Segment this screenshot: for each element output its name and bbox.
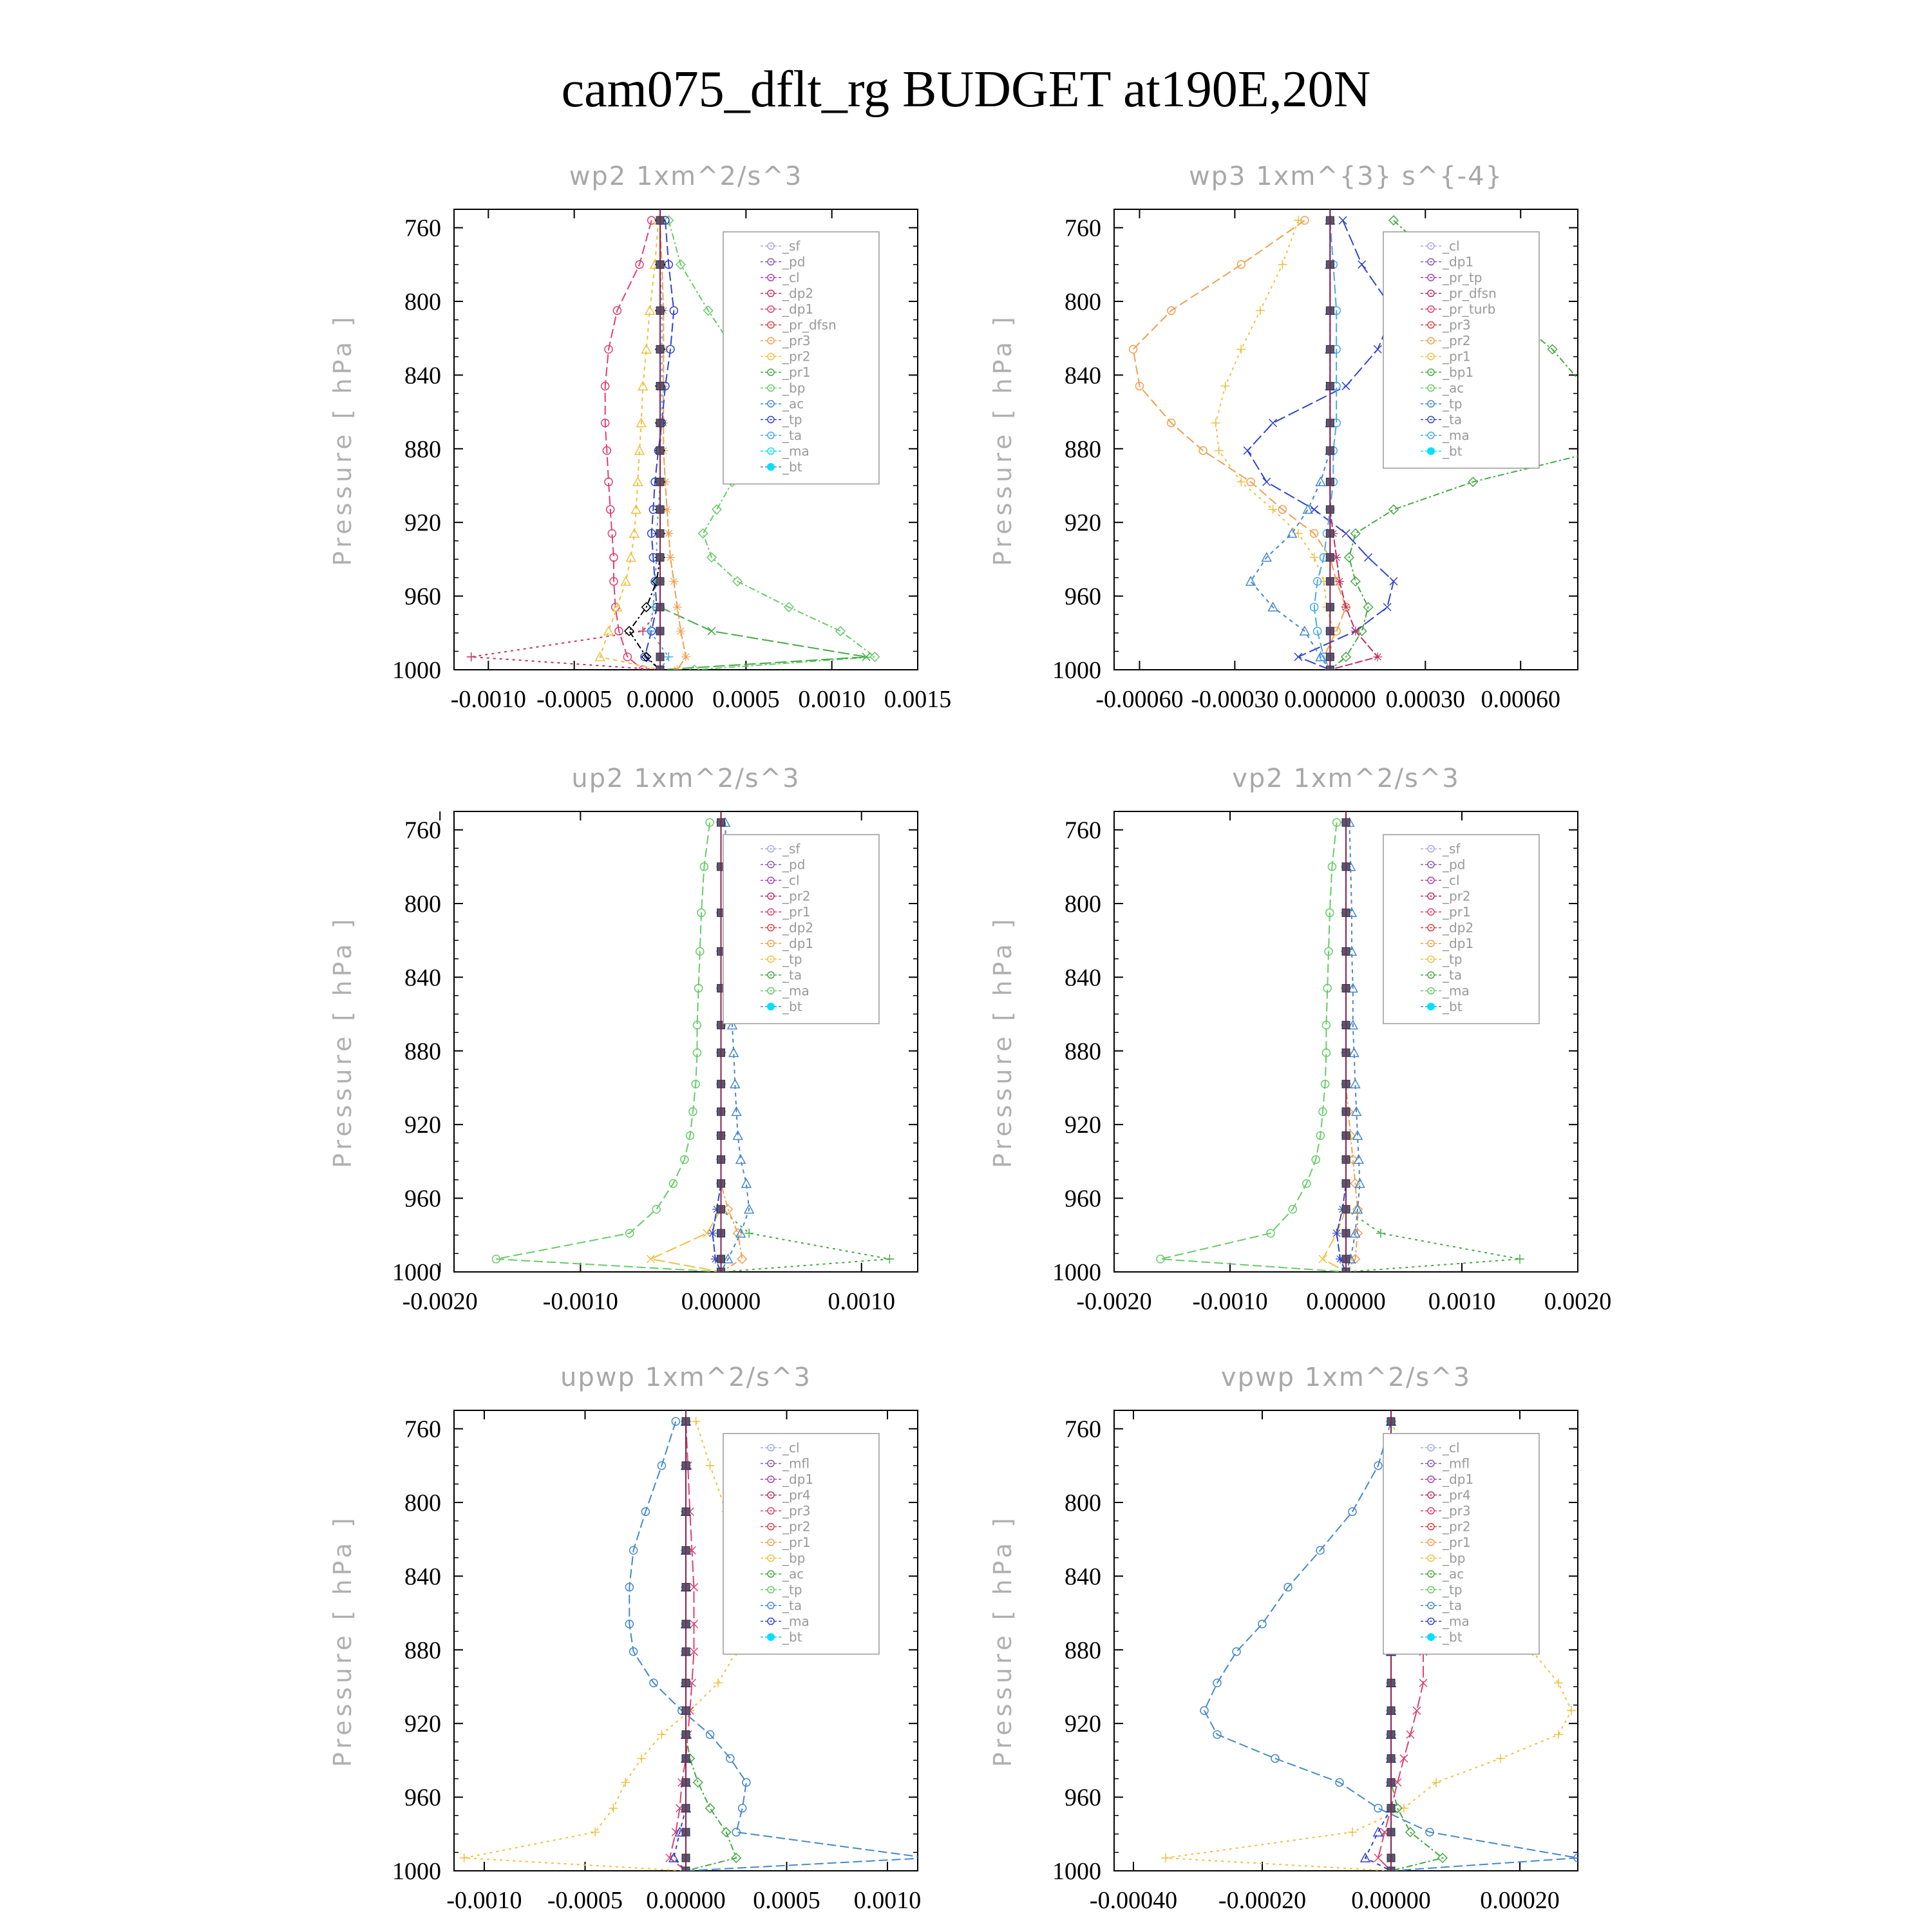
y-tick-label: 920 xyxy=(404,1112,441,1139)
x-tick-label: 0.000000 xyxy=(1284,686,1376,713)
panel-title: wp3 1xm^{3} s^{-4} xyxy=(1188,162,1504,191)
data-point xyxy=(676,627,685,636)
legend xyxy=(1383,1434,1539,1654)
data-point xyxy=(708,1229,717,1238)
legend-label: _ac xyxy=(1443,380,1464,396)
legend-label: _pd xyxy=(782,254,806,270)
legend-label: _ta xyxy=(782,967,802,983)
legend-label: _dp1 xyxy=(782,301,814,317)
legend-label: _bt xyxy=(782,1629,802,1645)
data-point xyxy=(672,1417,679,1425)
y-tick-label: 960 xyxy=(1065,1185,1101,1213)
data-point xyxy=(1246,577,1255,585)
legend-marker xyxy=(1427,1633,1435,1641)
y-tick-label: 1000 xyxy=(392,657,441,684)
legend-label: _pr3 xyxy=(782,333,811,348)
panel-title: upwp 1xm^2/s^3 xyxy=(560,1363,811,1392)
data-point xyxy=(1580,382,1589,391)
data-point xyxy=(1335,577,1344,586)
data-point xyxy=(1376,1229,1385,1238)
data-point xyxy=(1244,447,1251,455)
series-line-pr3 xyxy=(660,220,686,670)
data-point xyxy=(669,577,678,586)
legend-label: _pr_dfsn xyxy=(1443,285,1497,301)
legend xyxy=(723,232,879,484)
y-tick-label: 920 xyxy=(1065,1710,1101,1738)
legend-label: _pr4 xyxy=(1443,1487,1471,1503)
legend-label: _ta xyxy=(782,428,802,443)
data-point xyxy=(1406,1730,1414,1738)
data-point xyxy=(604,627,613,635)
series-line-ta xyxy=(1247,220,1394,670)
data-point xyxy=(1256,306,1265,315)
x-tick-label: 0.00030 xyxy=(1385,686,1466,713)
legend-label: _tp xyxy=(1443,951,1463,967)
data-point xyxy=(692,1417,701,1426)
legend-label: _cl xyxy=(1443,238,1460,254)
legend-label: _bt xyxy=(1443,1629,1463,1645)
data-point xyxy=(699,529,708,538)
legend-label: _ma xyxy=(1443,428,1470,443)
x-tick-label: -0.0020 xyxy=(1076,1288,1152,1315)
x-tick-label: 0.0005 xyxy=(753,1887,820,1914)
series-group xyxy=(1130,209,1621,674)
data-point xyxy=(664,652,673,661)
y-tick-label: 760 xyxy=(1065,214,1101,242)
legend-label: _dp2 xyxy=(782,285,814,301)
data-point xyxy=(1554,1678,1563,1687)
x-tick-label: -0.00040 xyxy=(1089,1887,1178,1914)
data-point xyxy=(1339,216,1347,224)
y-axis-label: Pressure [ hPa ] xyxy=(328,915,357,1168)
legend-label: _bt xyxy=(782,999,802,1014)
legend-label: _bt xyxy=(782,459,802,475)
legend-label: _dp1 xyxy=(782,936,814,951)
legend-label: _dp1 xyxy=(1443,936,1474,951)
data-point xyxy=(460,1853,469,1862)
x-tick-label: -0.0010 xyxy=(542,1288,618,1315)
panel-title: vpwp 1xm^2/s^3 xyxy=(1220,1363,1472,1392)
data-point xyxy=(1211,419,1220,428)
y-tick-label: 1000 xyxy=(392,1259,441,1286)
series-line-dp1 xyxy=(605,220,652,670)
y-tick-label: 800 xyxy=(1065,891,1101,918)
y-tick-label: 880 xyxy=(1065,1636,1101,1664)
series-line-pd xyxy=(629,220,660,670)
y-tick-label: 880 xyxy=(404,1037,441,1065)
legend-label: _pr1 xyxy=(782,1535,811,1550)
legend-label: _mfl xyxy=(782,1455,810,1472)
legend-label: _pr2 xyxy=(782,888,811,904)
x-tick-label: 0.0010 xyxy=(1428,1288,1496,1315)
y-axis-label: Pressure [ hPa ] xyxy=(989,915,1017,1168)
legend xyxy=(1383,835,1539,1024)
y-tick-label: 840 xyxy=(1065,362,1101,390)
y-tick-label: 800 xyxy=(404,891,441,918)
y-tick-label: 960 xyxy=(404,1784,441,1812)
data-point xyxy=(1278,260,1287,269)
data-point xyxy=(1554,1730,1563,1739)
panel-4 xyxy=(989,764,1611,1315)
legend xyxy=(1383,232,1539,468)
data-point xyxy=(836,627,845,636)
x-tick-label: -0.00060 xyxy=(1095,686,1184,713)
x-tick-label: -0.00020 xyxy=(1218,1887,1307,1914)
y-tick-label: 920 xyxy=(404,509,441,537)
data-point xyxy=(1342,529,1350,537)
y-tick-label: 760 xyxy=(1065,817,1101,844)
series-line-ta xyxy=(674,1421,686,1871)
data-point xyxy=(1432,1778,1441,1787)
panel-title: up2 1xm^2/s^3 xyxy=(571,764,800,793)
data-point xyxy=(657,1730,666,1739)
data-point xyxy=(1365,554,1372,562)
legend-label: _ma xyxy=(782,1613,810,1629)
data-point xyxy=(712,505,721,514)
y-axis-label: Pressure [ hPa ] xyxy=(328,313,357,566)
y-tick-label: 760 xyxy=(404,817,441,844)
y-tick-label: 800 xyxy=(1065,289,1101,316)
legend-label: _ta xyxy=(1443,967,1463,983)
series-line-dp1 xyxy=(1160,822,1346,1272)
legend-label: _cl xyxy=(1443,873,1460,888)
data-point xyxy=(1374,345,1381,353)
y-axis-label: Pressure [ hPa ] xyxy=(328,1514,357,1767)
legend-label: _ta xyxy=(1443,1598,1463,1613)
legend-label: _pd xyxy=(1443,857,1466,873)
panel-6 xyxy=(989,1363,1582,1914)
series-line-ta xyxy=(645,220,674,670)
series-line-ta xyxy=(713,822,721,1272)
panel-title: vp2 1xm^2/s^3 xyxy=(1232,764,1460,793)
data-point xyxy=(1351,577,1360,586)
series-line-dp1 xyxy=(497,822,721,1272)
y-axis-label: Pressure [ hPa ] xyxy=(989,1514,1017,1767)
data-point xyxy=(1374,1854,1382,1862)
panel-1 xyxy=(328,162,951,713)
data-point xyxy=(726,1755,734,1763)
legend-label: _cl xyxy=(782,270,800,285)
legend-label: _pr_turb xyxy=(1443,301,1496,317)
y-tick-label: 960 xyxy=(404,583,441,611)
series-line-pr1 xyxy=(1133,220,1346,670)
data-point xyxy=(1294,529,1303,538)
data-point xyxy=(1496,1754,1505,1763)
x-tick-label: 0.0015 xyxy=(884,686,952,713)
y-tick-label: 800 xyxy=(404,1490,441,1517)
data-point xyxy=(637,1754,646,1763)
legend-label: _pr2 xyxy=(1443,1519,1471,1535)
y-tick-label: 960 xyxy=(1065,1784,1101,1812)
y-tick-label: 880 xyxy=(1065,435,1101,463)
legend-label: _ta xyxy=(782,1598,802,1613)
x-tick-label: 0.0010 xyxy=(853,1887,922,1914)
legend xyxy=(723,835,879,1024)
legend-label: _pr1 xyxy=(1443,1535,1471,1550)
legend-label: _ma xyxy=(782,983,810,999)
data-point xyxy=(1596,446,1605,455)
y-tick-label: 1000 xyxy=(1052,657,1101,684)
legend-label: _tp xyxy=(1443,396,1463,412)
data-point xyxy=(1351,529,1360,538)
panel-3 xyxy=(328,764,918,1315)
legend-label: _pr1 xyxy=(782,365,811,380)
series-line-ma xyxy=(1314,220,1337,670)
legend-label: _pr3 xyxy=(1443,1503,1471,1519)
x-tick-label: -0.0020 xyxy=(402,1288,478,1315)
legend-label: _dp2 xyxy=(782,920,814,936)
y-tick-label: 1000 xyxy=(392,1858,441,1885)
legend-label: _ac xyxy=(782,396,804,412)
x-tick-label: 0.00000 xyxy=(681,1288,761,1315)
data-point xyxy=(1269,419,1277,427)
data-point xyxy=(666,553,675,562)
series-line-pr1 xyxy=(1346,822,1358,1272)
y-axis-label: Pressure [ hPa ] xyxy=(989,313,1017,566)
data-point xyxy=(924,1854,932,1862)
data-point xyxy=(1294,653,1302,661)
data-point xyxy=(1130,345,1137,353)
legend-label: _mfl xyxy=(1443,1455,1470,1472)
x-tick-label: -0.0010 xyxy=(446,1887,522,1914)
legend-label: _pr2 xyxy=(1443,333,1471,348)
legend-label: _ma xyxy=(1443,1613,1470,1629)
data-point xyxy=(664,529,673,538)
data-point xyxy=(673,603,682,612)
data-point xyxy=(1332,1229,1341,1238)
y-tick-label: 840 xyxy=(404,362,441,390)
legend-label: _pr3 xyxy=(1443,317,1471,333)
data-point xyxy=(673,665,682,674)
y-tick-label: 880 xyxy=(404,435,441,463)
legend-marker xyxy=(767,463,775,471)
legend-label: _dp1 xyxy=(1443,254,1474,270)
y-tick-label: 760 xyxy=(404,214,441,242)
legend-label: _pr2 xyxy=(782,348,811,365)
legend-label: _tp xyxy=(782,1582,802,1598)
data-point xyxy=(621,1778,630,1787)
x-tick-label: 0.0005 xyxy=(712,686,780,713)
legend-label: _bp xyxy=(782,380,806,396)
x-tick-label: -0.00030 xyxy=(1191,686,1279,713)
y-tick-label: 960 xyxy=(404,1185,441,1213)
legend-label: _bp xyxy=(1443,1550,1466,1566)
series-line-tp xyxy=(1251,220,1330,670)
y-tick-label: 920 xyxy=(404,1710,441,1738)
data-point xyxy=(1258,1620,1266,1628)
legend-marker xyxy=(767,1633,775,1641)
data-point xyxy=(1413,1707,1421,1714)
y-tick-label: 840 xyxy=(1065,964,1101,992)
data-point xyxy=(694,1778,703,1787)
figure-title: cam075_dflt_rg BUDGET at190E,20N xyxy=(561,61,1371,118)
legend-label: _pr_dfsn xyxy=(782,317,837,333)
data-point xyxy=(1567,1706,1576,1715)
x-tick-label: -0.0005 xyxy=(536,686,612,713)
series-line-pr2 xyxy=(651,822,721,1272)
y-tick-label: 1000 xyxy=(1052,1858,1101,1885)
panel-2 xyxy=(989,162,1620,713)
series-line-pr2 xyxy=(600,220,660,670)
y-tick-label: 880 xyxy=(1065,1037,1101,1065)
data-point xyxy=(1233,1648,1240,1656)
data-point xyxy=(1221,382,1230,391)
x-tick-label: 0.0000 xyxy=(626,686,694,713)
legend-label: _pr1 xyxy=(1443,348,1471,365)
x-tick-label: 0.00000 xyxy=(646,1887,726,1914)
data-point xyxy=(1294,216,1303,225)
series-line-ta xyxy=(1337,822,1346,1272)
legend-marker xyxy=(1427,448,1435,455)
y-tick-label: 920 xyxy=(1065,509,1101,537)
data-point xyxy=(1389,505,1398,514)
data-point xyxy=(1348,1828,1357,1837)
data-point xyxy=(1161,1853,1170,1862)
legend-label: _tp xyxy=(782,412,802,428)
legend-marker xyxy=(1427,1003,1435,1010)
data-point xyxy=(706,1804,715,1813)
y-tick-label: 1000 xyxy=(1052,1259,1101,1286)
y-tick-label: 840 xyxy=(404,964,441,992)
data-point xyxy=(1236,345,1245,354)
x-tick-label: -0.0010 xyxy=(450,686,526,713)
data-point xyxy=(708,627,715,635)
data-point xyxy=(1374,1804,1382,1812)
y-tick-label: 840 xyxy=(1065,1563,1101,1591)
series-line-pr1 xyxy=(464,1421,741,1871)
data-point xyxy=(652,1206,660,1213)
y-tick-label: 920 xyxy=(1065,1112,1101,1139)
data-point xyxy=(1358,261,1366,269)
legend-label: _sf xyxy=(1443,841,1461,857)
legend-label: _pr4 xyxy=(782,1487,811,1503)
data-point xyxy=(609,1804,618,1813)
data-point xyxy=(1611,419,1620,428)
legend-label: _sf xyxy=(782,841,800,857)
data-point xyxy=(1342,383,1350,390)
data-point xyxy=(1373,652,1382,661)
legend-label: _tp xyxy=(782,951,802,967)
x-tick-label: -0.0010 xyxy=(1192,1288,1268,1315)
x-tick-label: 0.00020 xyxy=(1480,1887,1560,1914)
x-tick-label: 0.0010 xyxy=(828,1288,895,1315)
data-point xyxy=(870,652,879,661)
legend-label: _bt xyxy=(1443,999,1463,1014)
data-point xyxy=(681,652,690,661)
data-point xyxy=(1215,446,1224,455)
y-tick-label: 960 xyxy=(1065,583,1101,611)
y-tick-label: 800 xyxy=(404,289,441,316)
data-point xyxy=(1319,1255,1327,1263)
series-line-pr_dfsn xyxy=(1330,220,1378,670)
legend-label: _ac xyxy=(782,1566,804,1582)
panel-5 xyxy=(328,1363,932,1914)
data-point xyxy=(885,1255,894,1264)
legend-label: _pr1 xyxy=(782,904,811,920)
legend-label: _bt xyxy=(1443,443,1463,459)
data-point xyxy=(1383,603,1391,611)
legend-label: _bp1 xyxy=(1443,365,1474,380)
data-point xyxy=(621,577,630,585)
legend-label: _bp xyxy=(782,1550,806,1566)
x-tick-label: 0.0020 xyxy=(1544,1288,1612,1315)
data-point xyxy=(1399,1804,1408,1813)
data-point xyxy=(467,652,476,661)
legend-label: _cl xyxy=(782,873,800,888)
legend-label: _pr1 xyxy=(1443,904,1471,920)
x-tick-label: 0.0010 xyxy=(798,686,866,713)
legend-label: _dp2 xyxy=(1443,920,1474,936)
legend-label: _pr_tp xyxy=(1443,270,1482,285)
legend-label: _cl xyxy=(1443,1440,1460,1455)
series-line-dp2 xyxy=(471,220,660,670)
legend-label: _ac xyxy=(1443,1566,1464,1582)
legend-label: _pd xyxy=(782,857,806,873)
data-point xyxy=(1351,627,1360,636)
legend-label: _dp1 xyxy=(1443,1472,1474,1487)
y-tick-label: 800 xyxy=(1065,1490,1101,1517)
x-tick-label: 0.00000 xyxy=(1306,1288,1386,1315)
data-point xyxy=(1515,1255,1524,1264)
data-point xyxy=(706,1461,715,1470)
legend-label: _ma xyxy=(782,443,810,459)
data-point xyxy=(1310,553,1319,562)
x-tick-label: -0.0005 xyxy=(547,1887,623,1914)
y-tick-label: 760 xyxy=(404,1416,441,1443)
data-point xyxy=(1316,477,1325,486)
legend-label: _pr2 xyxy=(782,1519,811,1535)
legend-label: _tp xyxy=(1443,1582,1463,1598)
legend-label: _sf xyxy=(782,238,800,254)
data-point xyxy=(1263,478,1271,486)
series-line-pr4 xyxy=(670,1421,694,1871)
data-point xyxy=(1341,603,1350,612)
data-point xyxy=(1400,1755,1408,1763)
legend-label: _pr3 xyxy=(782,1503,811,1519)
legend-label: _dp1 xyxy=(782,1472,814,1487)
y-tick-label: 840 xyxy=(404,1563,441,1591)
legend xyxy=(723,1434,879,1654)
data-point xyxy=(647,1255,654,1263)
legend-label: _pr2 xyxy=(1443,888,1471,904)
series-line-pr2 xyxy=(1216,220,1334,670)
y-tick-label: 880 xyxy=(404,1636,441,1664)
y-tick-label: 760 xyxy=(1065,1416,1101,1443)
x-tick-label: 0.00000 xyxy=(1351,1887,1431,1914)
legend-marker xyxy=(767,1003,775,1010)
legend-label: _ta xyxy=(1443,412,1463,428)
panel-title: wp2 1xm^2/s^3 xyxy=(569,162,803,191)
x-tick-label: 0.00060 xyxy=(1481,686,1560,713)
legend-label: _ma xyxy=(1443,983,1470,999)
legend-label: _cl xyxy=(782,1440,800,1455)
